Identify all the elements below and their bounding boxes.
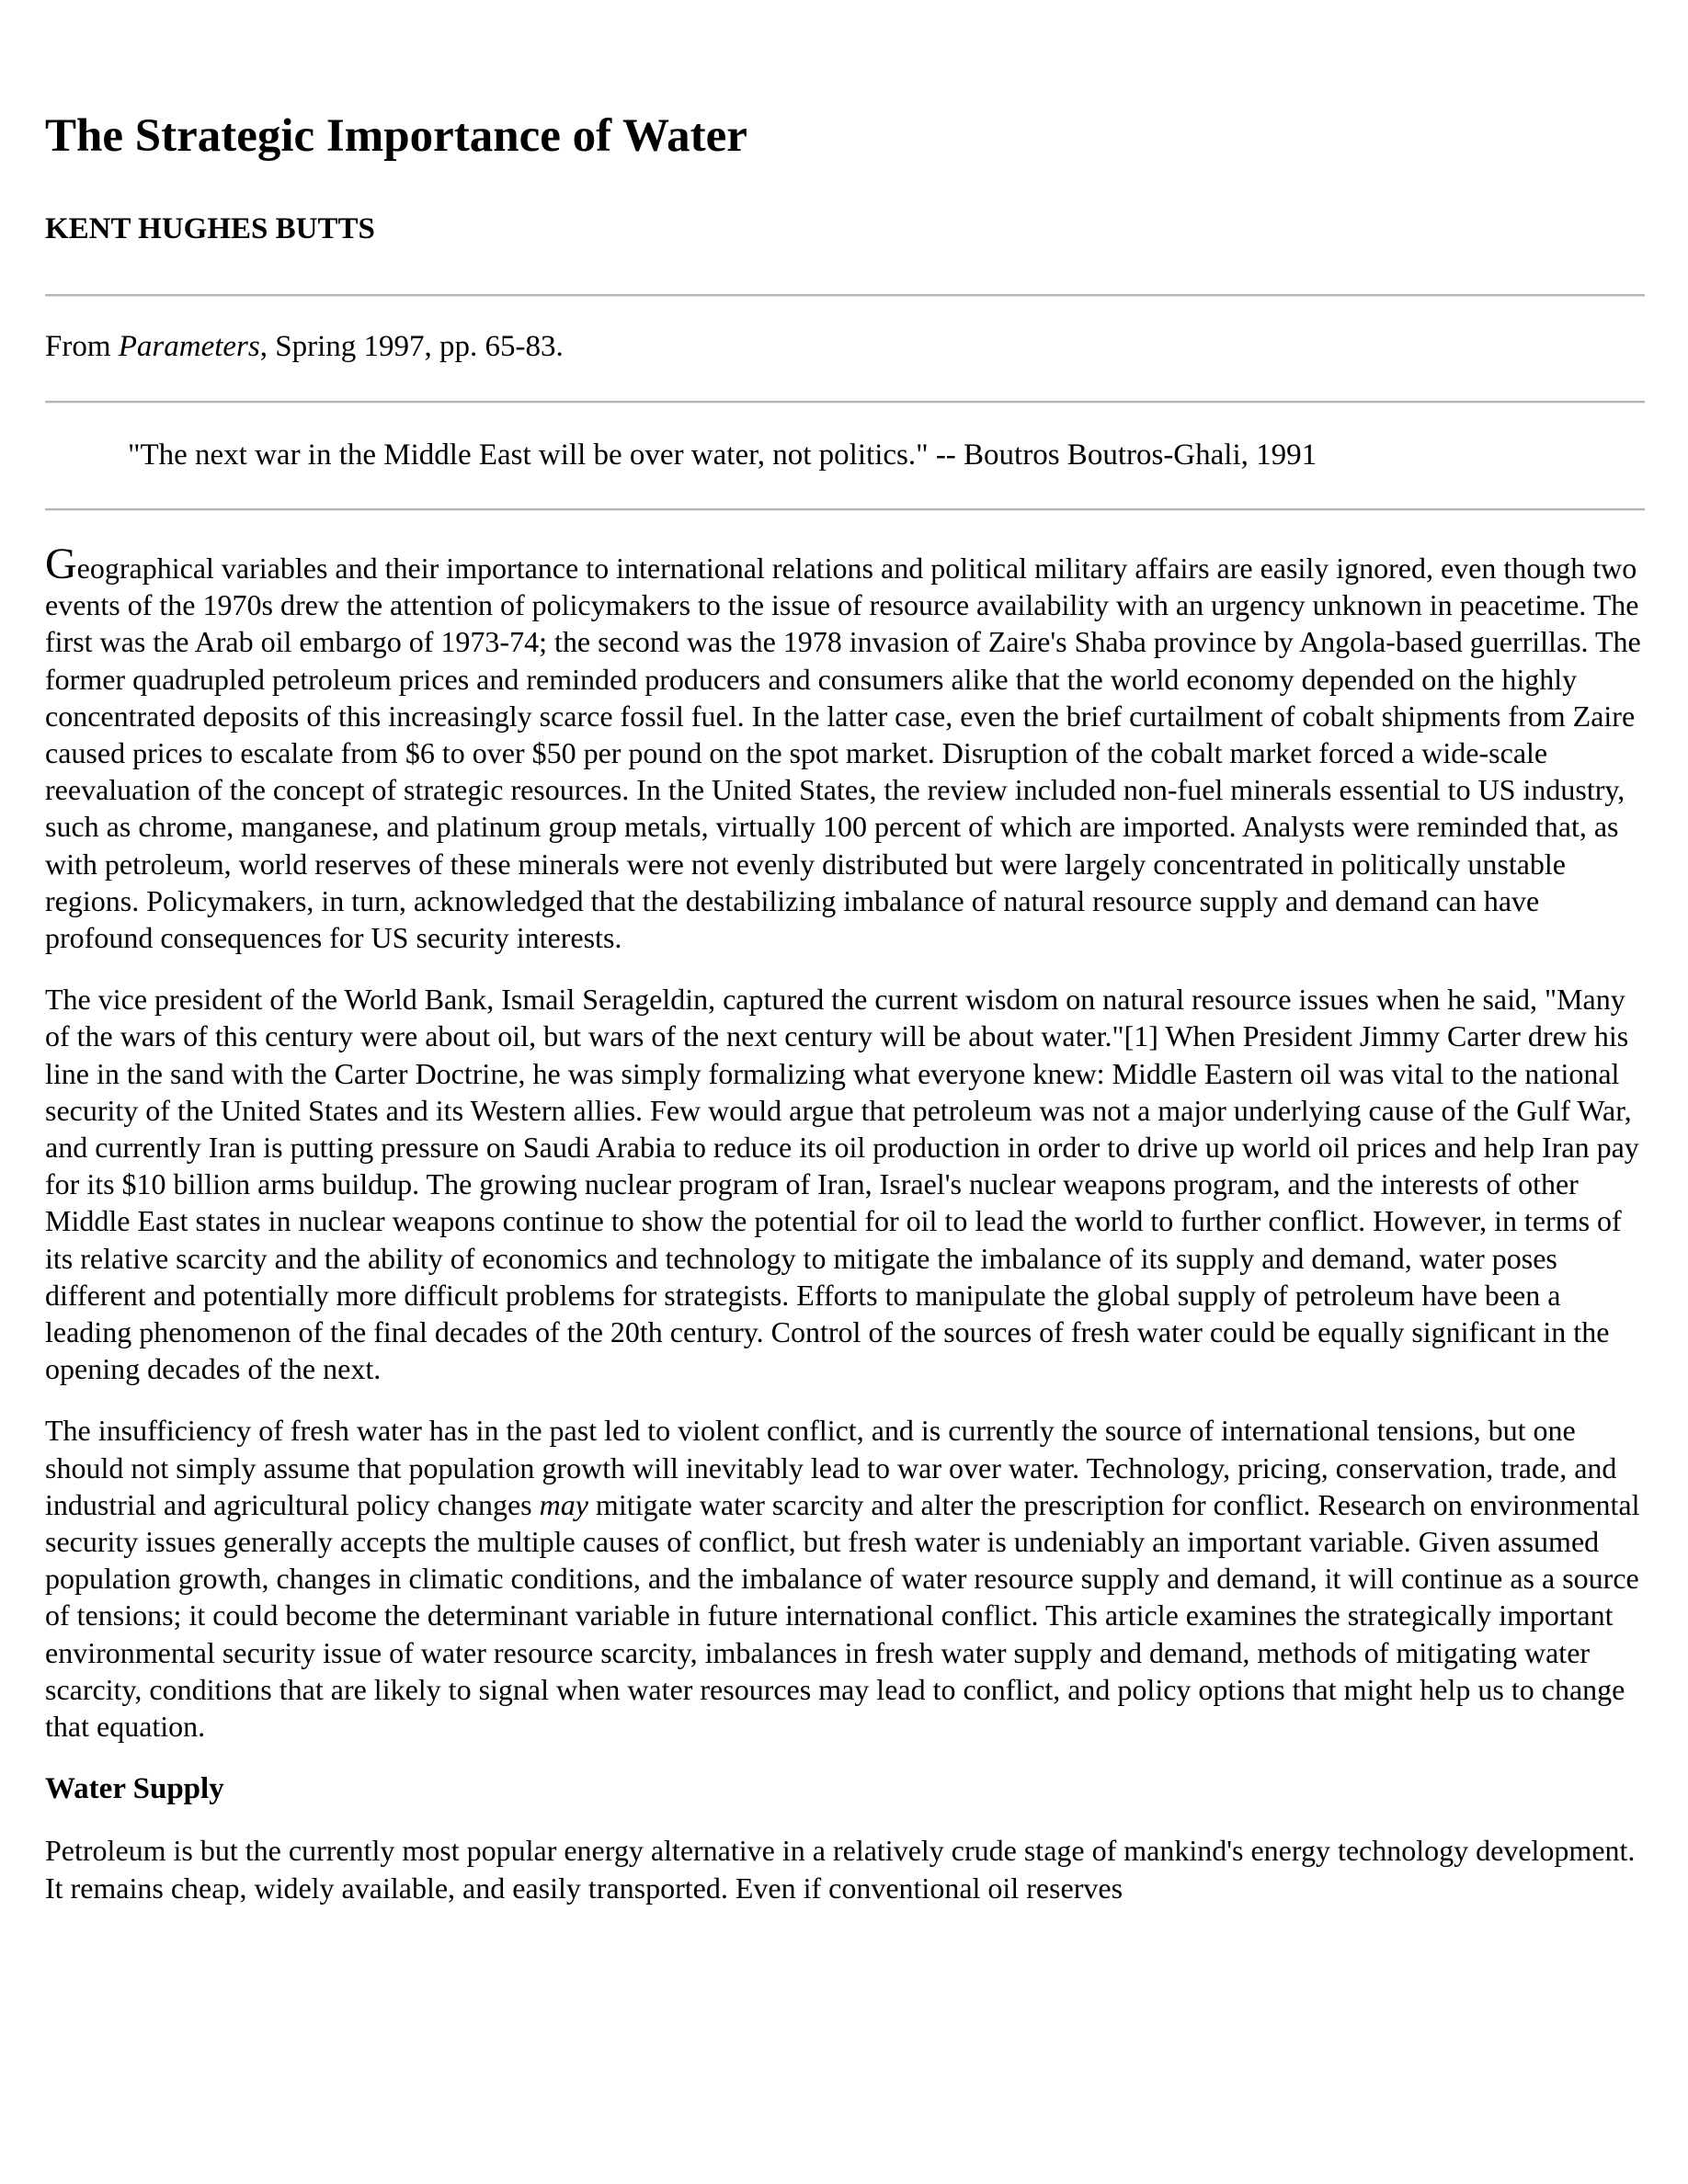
horizontal-rule: [45, 508, 1645, 511]
paragraph-text: The insufficiency of fresh water has in the past led to violent conflict, and is currently the source of international tensions, but one should not simply assume that population growth will inevitably lead to war over water. Technology, pricing, conservation, trade, and industrial and agricultural policy changes: [45, 1414, 1617, 1521]
drop-cap: G: [45, 540, 77, 588]
article-body: [45, 540, 1645, 1931]
journal-name: Parameters: [118, 330, 260, 363]
paragraph-text: mitigate water scarcity and alter the prescription for conflict. Research on environmental security issues generally accepts the multiple causes of conflict, but fresh water is undeniably an important variable. Given assumed population growth, changes in climatic conditions, and the imbalance of water resource supply and demand, it will continue as a source of tensions; it could become the determinant variable in future international conflict. This article examines the strategically important environmental security issue of water resource scarcity, imbalances in fresh water supply and demand, methods of mitigating water scarcity, conditions that are likely to signal when water resources may lead to conflict, and policy options that might help us to change that equation.: [45, 1487, 1640, 1744]
section-heading: Water Supply: [45, 1772, 224, 1806]
body-paragraph: [45, 1412, 1645, 1745]
source-details: , Spring 1997, pp. 65-83.: [259, 330, 564, 363]
body-paragraph: The vice president of the World Bank, Ismail Serageldin, captured the current wisdom on natural resource issues when he said, "Many of the wars of this century were about oil, but wars of the next century will be about water."[1] When President Jimmy Carter drew his line in the sand with the Carter Doctrine, he was simply formalizing what everyone knew: Middle Eastern oil was vital to the national security of the United States and its Western allies. Few would argue that petroleum was not a major underlying cause of the Gulf War, and currently Iran is putting pressure on Saudi Arabia to reduce its oil production in order to drive up world oil prices and help Iran pay for its $10 billion arms buildup. The growing nuclear program of Iran, Israel's nuclear weapons program, and the interests of other Middle East states in nuclear weapons continue to show the potential for oil to lead the world to further conflict. However, in terms of its relative scarcity and the ability of economics and technology to mitigate the imbalance of its supply and demand, water poses different and potentially more difficult problems for strategists. Efforts to manipulate the global supply of petroleum have been a leading phenomenon of the final decades of the 20th century. Control of the sources of fresh water could be equally significant in the opening decades of the next.: [45, 983, 1639, 1386]
author-name: KENT HUGHES BUTTS: [45, 212, 375, 245]
horizontal-rule: [45, 401, 1645, 404]
horizontal-rule: [45, 294, 1645, 297]
emphasis-text: may: [539, 1487, 588, 1521]
paragraph-text: eographical variables and their importance to international relations and political military affairs are easily ignored, even though two events of the 1970s drew the attention of policymakers to the issue of resource availability with an urgency unknown in peacetime. The first was the Arab oil embargo of 1973-74; the second was the 1978 invasion of Zaire's Shaba province by Angola-based guerrillas. The former quadrupled petroleum prices and reminded producers and consumers alike that the world economy depended on the highly concentrated deposits of this increasingly scarce fossil fuel. In the latter case, even the brief curtailment of cobalt shipments from Zaire caused prices to escalate from $6 to over $50 per pound on the spot market. Disruption of the cobalt market forced a wide-scale reevaluation of the concept of strategic resources. In the United States, the review included non-fuel minerals essential to US industry, such as chrome, manganese, and platinum group metals, virtually 100 percent of which are imported. Analysts were reminded that, as with petroleum, world reserves of these minerals were not evenly distributed but were largely concentrated in politically unstable regions. Policymakers, in turn, acknowledged that the destabilizing imbalance of natural resource supply and demand can have profound consequences for US security interests.: [45, 552, 1641, 955]
body-paragraph: Petroleum is but the currently most popular energy alternative in a relatively crude stage of mankind's energy technology development. It remains cheap, widely available, and easily transported. Even if conventional oil reserves: [45, 1834, 1636, 1905]
source-citation: [45, 328, 564, 365]
body-paragraph: [45, 540, 1645, 956]
epigraph-quote: "The next war in the Middle East will be over water, not politics." -- Boutros Boutros-Ghali, 1991: [128, 438, 1317, 472]
article-title: The Strategic Importance of Water: [45, 110, 747, 162]
source-prefix: From: [45, 330, 119, 363]
